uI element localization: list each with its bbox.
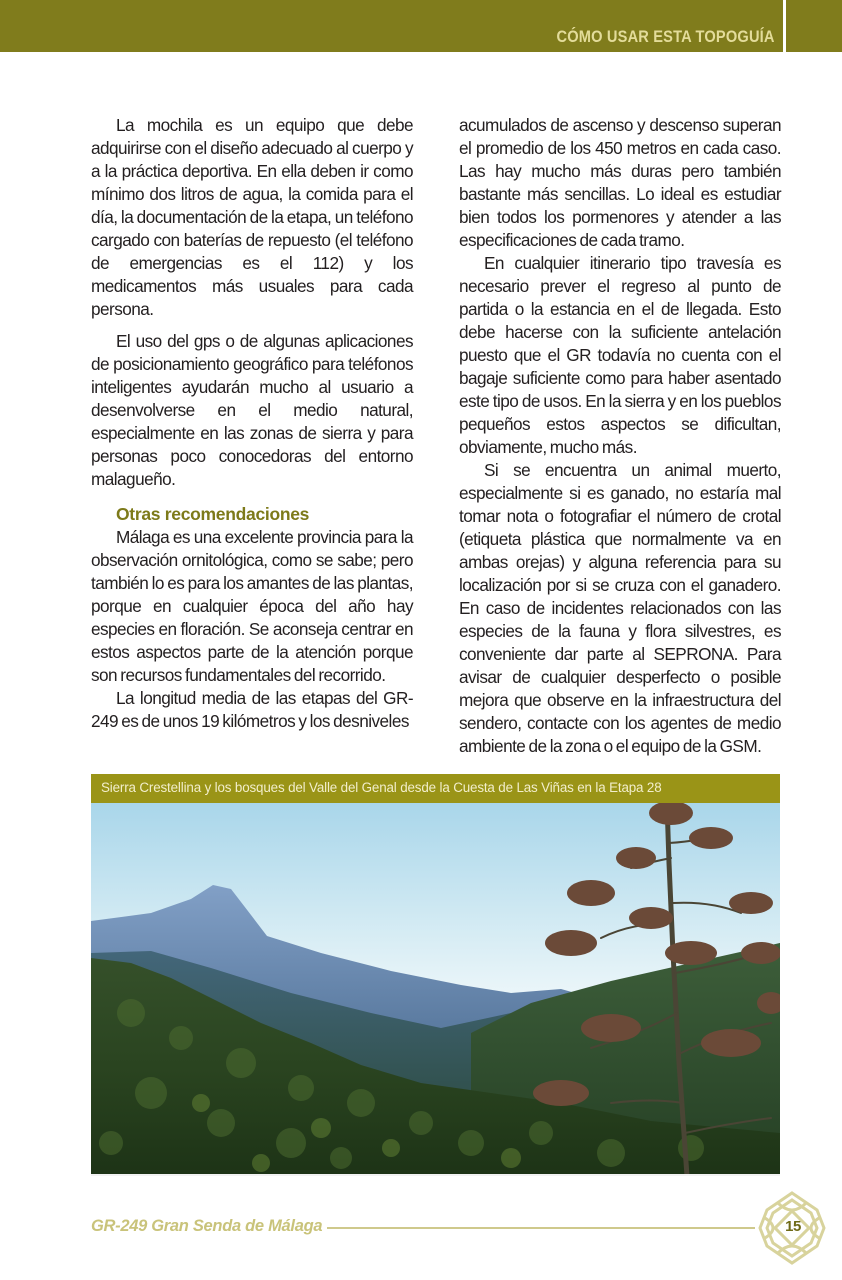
paragraph-stage-length: La longitud media de las etapas del GR-249 es de unos 19 kilómetros y los desniveles bbox=[91, 688, 413, 731]
left-text-column bbox=[91, 114, 413, 733]
page-number: 15 bbox=[785, 1218, 801, 1235]
landscape-photo bbox=[91, 803, 780, 1176]
paragraph-dead-animal: Si se encuentra un animal muerto, especialmente si es ganado, no estaría mal tomar nota o fotografiar el número de crotal (etiqueta plástica que normalmente va en ambas orejas) y alguna referencia para su localización por si se cruza con el ganadero. En caso de incidentes relacionados con las especies de la fauna y flora silvestres, es conveniente dar parte al SEPRONA. Para avisar de cualquier desperfecto o posible mejora que observe en la infraestructura del sendero, contacte con los agentes de medio ambiente de la zona o el equipo de la GSM. bbox=[459, 460, 781, 756]
footer-rule bbox=[327, 1227, 755, 1229]
paragraph-backpack: La mochila es un equipo que debe adquirirse con el diseño adecuado al cuerpo y a la práctica deportiva. En ella deben ir como mínimo dos litros de agua, la comida para el día, la documentación de la etapa, un teléfono cargado con baterías de repuesto (el teléfono de emergencias es el 112) y los medicamentos más usuales para cada persona. bbox=[91, 115, 413, 319]
paragraph-itinerary: En cualquier itinerario tipo travesía es necesario prever el regreso al punto de partida o la estancia en el de llegada. Esto debe hacerse con la suficiente antelación puesto que el GR todavía no cuenta con el bagaje suficiente como para haber asentado este tipo de usos. En la sierra y en los pueblos pequeños estos aspectos se dificultan, obviamente, mucho más. bbox=[459, 253, 781, 457]
section-title: CÓMO USAR ESTA TOPOGUÍA bbox=[556, 27, 775, 46]
paragraph-elevation: acumulados de ascenso y descenso superan el promedio de los 450 metros en cada caso. Las hay mucho más duras pero también bastante más sencillas. Lo ideal es estudiar bien todos los pormenores y atender a las especificaciones de cada tramo. bbox=[459, 115, 781, 250]
book-title: GR-249 Gran Senda de Málaga bbox=[91, 1217, 323, 1235]
figure-caption: Sierra Crestellina y los bosques del Valle del Genal desde la Cuesta de Las Viñas en la Etapa 28 bbox=[101, 780, 662, 795]
right-text-column bbox=[459, 114, 781, 758]
subheading-other-recommendations: Otras recomendaciones bbox=[116, 504, 310, 524]
figure-caption-bar bbox=[91, 774, 780, 803]
paragraph-ornithology: Málaga es una excelente provincia para la observación ornitológica, como se sabe; pero también lo es para los amantes de las plantas, porque en cualquier época del año hay especies en floración. Se aconseja centrar en estos aspectos parte de la atención porque son recursos fundamentales del recorrido. bbox=[91, 527, 413, 685]
paragraph-gps: El uso del gps o de algunas aplicaciones de posicionamiento geográfico para teléfonos inteligentes ayudarán mucho al usuario a desenvolverse en el medio natural, especialmente en las zonas de sierra y para personas poco conocedoras del entorno malagueño. bbox=[91, 331, 413, 489]
section-header-bar bbox=[0, 0, 842, 52]
header-divider bbox=[783, 0, 786, 52]
